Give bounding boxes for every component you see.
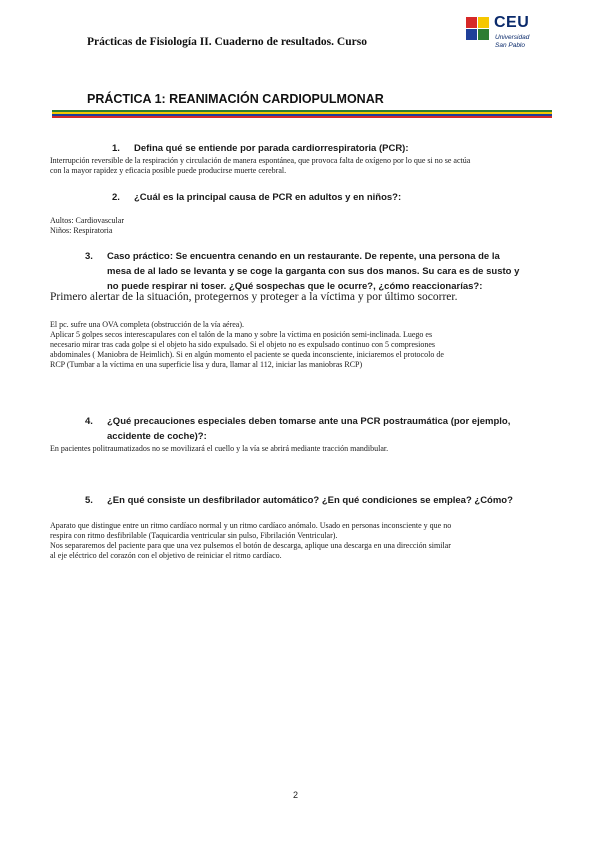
answer-line: Aparato que distingue entre un ritmo cardíaco normal y un ritmo cardíaco anómalo. Usado en personas inconsciente y que no xyxy=(50,521,452,530)
question-number: 5. xyxy=(85,495,93,506)
question-5 xyxy=(85,493,513,508)
question-text: ¿Cuál es la principal causa de PCR en adultos y en niños?: xyxy=(134,192,402,203)
question-text-line: ¿Qué precauciones especiales deben tomarse ante una PCR postraumática (por ejemplo, xyxy=(107,416,511,427)
question-1 xyxy=(112,141,409,156)
answer-1 xyxy=(50,156,470,176)
answer-line: Aultos: Cardiovascular xyxy=(50,216,124,225)
question-number: 4. xyxy=(85,416,93,427)
answer-line: al eje eléctrico del corazón con el objetivo de reiniciar el ritmo cardíaco. xyxy=(50,551,282,560)
question-number: 3. xyxy=(85,251,93,262)
question-text: Defina qué se entiende por parada cardiorrespiratoria (PCR): xyxy=(134,143,409,154)
answer-4 xyxy=(50,444,388,454)
page-number: 2 xyxy=(293,790,299,800)
answer-line: respira con ritmo desfibrilable (Taquicardia ventricular sin pulso, Fibrilación Ventricular). xyxy=(50,531,338,540)
section-title: PRÁCTICA 1: REANIMACIÓN CARDIOPULMONAR xyxy=(87,92,384,106)
question-2 xyxy=(112,190,401,205)
answer-2 xyxy=(50,216,124,236)
question-3 xyxy=(85,249,545,294)
question-text-line: accidente de coche)?: xyxy=(107,431,207,442)
answer-line: En pacientes politraumatizados no se movilizará el cuello y la vía se abrirá mediante tracción mandibular. xyxy=(50,444,389,453)
question-4 xyxy=(85,414,545,444)
question-text-line: Caso práctico: Se encuentra cenando en un restaurante. De repente, una persona de la xyxy=(107,251,500,262)
answer-line: El pc. sufre una OVA completa (obstrucción de la vía aérea). xyxy=(50,320,244,329)
answer-line: RCP (Tumbar a la víctima en una superficie lisa y dura, llamar al 112, iniciar las maniobras RCP) xyxy=(50,360,363,369)
answer-line: Nos separaremos del paciente para que una vez pulsemos el botón de descarga, aplique una descarga en una dirección similar xyxy=(50,541,451,550)
answer-5 xyxy=(50,521,451,561)
answer-line: Niños: Respiratoria xyxy=(50,226,113,235)
question-text: ¿En qué consiste un desfibrilador automático? ¿En qué condiciones se emplea? ¿Cómo? xyxy=(107,495,513,506)
answer-line: abdominales ( Maniobra de Heimlich). Si en algún momento el paciente se queda inconsciente, iniciaremos el protocolo de xyxy=(50,350,444,359)
answer-line: necesario mirar tras cada golpe si el objeto ha sido expulsado. Si el objeto no es expulsado continuo con 5 compresiones xyxy=(50,340,436,349)
question-text-line: mesa de al lado se levanta y se coge la garganta con sus dos manos. Su cara es de susto y xyxy=(107,266,520,277)
question-text-line: no puede respirar ni toser. ¿Qué sospechas que le ocurre?, ¿cómo reaccionarías?: xyxy=(107,281,483,292)
question-number: 2. xyxy=(112,192,120,203)
document-header-title: Prácticas de Fisiología II. Cuaderno de resultados. Curso xyxy=(87,36,367,48)
answer-3 xyxy=(50,320,444,370)
answer-line: con la mayor rapidez y eficacia posible puede producirse muerte cerebral. xyxy=(50,166,287,175)
logo-text: CEU xyxy=(494,14,530,31)
logo-subtitle-2: San Pablo xyxy=(495,42,525,49)
stripe-red xyxy=(52,116,552,118)
logo-subtitle-1: Universidad xyxy=(495,34,530,41)
question-number: 1. xyxy=(112,143,120,154)
answer-line: Aplicar 5 golpes secos interescapulares con el talón de la mano y sobre la víctima en posición semi-inclinada. Luego es xyxy=(50,330,433,339)
answer-line: Interrupción reversible de la respiración y circulación de manera espontánea, que provoca falta de oxígeno por lo que si no se actúa xyxy=(50,156,471,165)
answer-3-summary: Primero alertar de la situación, protegernos y proteger a la víctima y por último socorrer. xyxy=(50,291,458,303)
